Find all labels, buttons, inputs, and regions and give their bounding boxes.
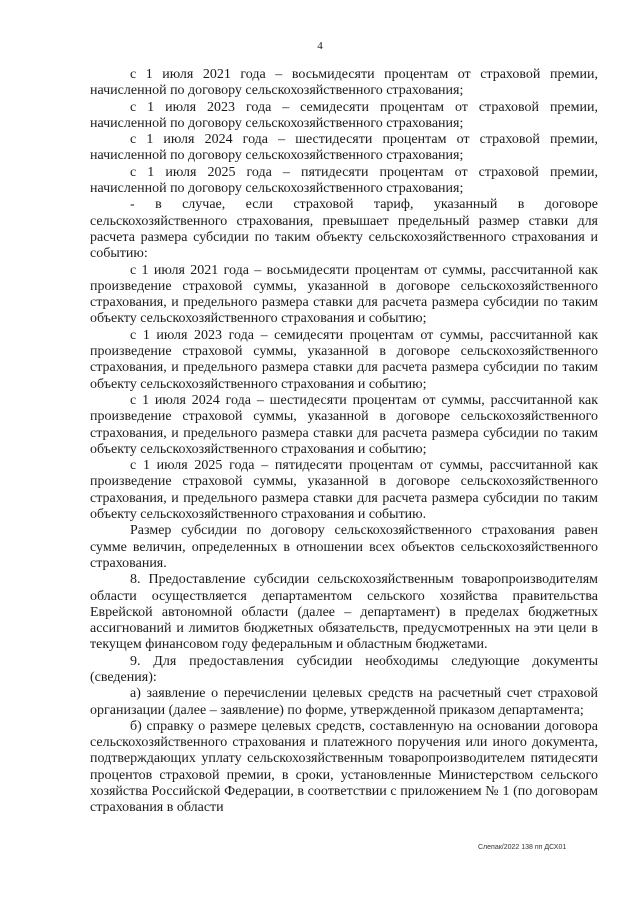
paragraph: 9. Для предоставления субсидии необходимы следующие документы (сведения):	[90, 653, 598, 685]
paragraph: б) справку о размере целевых средств, составленную на основании договора сельскохозяйственного страхования и платежного поручения или иного документа, подтверждающих уплату сельскохозяйственным товаропроизводителем пятидесяти процентов страховой премии, в сроки, установленные Министерством сельского хозяйства Российской Федерации, в соответствии с приложением № 1 (по договорам страхования в области	[90, 718, 598, 816]
paragraph: с 1 июля 2024 года – шестидесяти процентам от суммы, рассчитанной как произведение страховой суммы, указанной в договоре сельскохозяйственного страхования, и предельного размера ставки для расчета размера субсидии по таким объекту сельскохозяйственного страхования и событию;	[90, 392, 598, 457]
paragraph: а) заявление о перечислении целевых средств на расчетный счет страховой организации (далее – заявление) по форме, утвержденной приказом департамента;	[90, 686, 598, 718]
document-footer-stamp: Слепак/2022 138 пп ДСХ01	[478, 844, 567, 851]
paragraph: 8. Предоставление субсидии сельскохозяйственным товаропроизводителям области осуществляется департаментом сельского хозяйства правительства Еврейской автономной области (далее – департамент) в пределах бюджетных ассигнований и лимитов бюджетных обязательств, предусмотренных на эти цели в текущем финансовом году федеральным и областным бюджетами.	[90, 572, 598, 653]
paragraph: - в случае, если страховой тариф, указанный в договоре сельскохозяйственного страхования, превышает предельный размер ставки для расчета размера субсидии по таким объекту сельскохозяйственного страхования и событию:	[90, 197, 598, 262]
document-body	[90, 67, 598, 817]
paragraph: с 1 июля 2025 года – пятидесяти процентам от страховой премии, начисленной по договору сельскохозяйственного страхования;	[90, 164, 598, 197]
page-number: 4	[317, 40, 323, 52]
paragraph: с 1 июля 2021 года – восьмидесяти процентам от страховой премии, начисленной по договору сельскохозяйственного страхования;	[90, 67, 598, 99]
paragraph: Размер субсидии по договору сельскохозяйственного страхования равен сумме величин, определенных в отношении всех объектов сельскохозяйственного страхования.	[90, 523, 598, 571]
paragraph: с 1 июля 2023 года – семидесяти процентам от страховой премии, начисленной по договору сельскохозяйственного страхования;	[90, 99, 598, 131]
paragraph: с 1 июля 2023 года – семидесяти процентам от суммы, рассчитанной как произведение страховой суммы, указанной в договоре сельскохозяйственного страхования, и предельного размера ставки для расчета размера субсидии по таким объекту сельскохозяйственного страхования и событию;	[90, 327, 598, 392]
paragraph: с 1 июля 2025 года – пятидесяти процентам от суммы, рассчитанной как произведение страховой суммы, указанной в договоре сельскохозяйственного страхования, и предельного размера ставки для расчета размера субсидии по таким объекту сельскохозяйственного страхования и событию.	[90, 458, 598, 523]
paragraph: с 1 июля 2021 года – восьмидесяти процентам от суммы, рассчитанной как произведение страховой суммы, указанной в договоре сельскохозяйственного страхования, и предельного размера ставки для расчета размера субсидии по таким объекту сельскохозяйственного страхования и событию;	[90, 262, 598, 327]
paragraph: с 1 июля 2024 года – шестидесяти процентам от страховой премии, начисленной по договору сельскохозяйственного страхования;	[90, 132, 598, 164]
